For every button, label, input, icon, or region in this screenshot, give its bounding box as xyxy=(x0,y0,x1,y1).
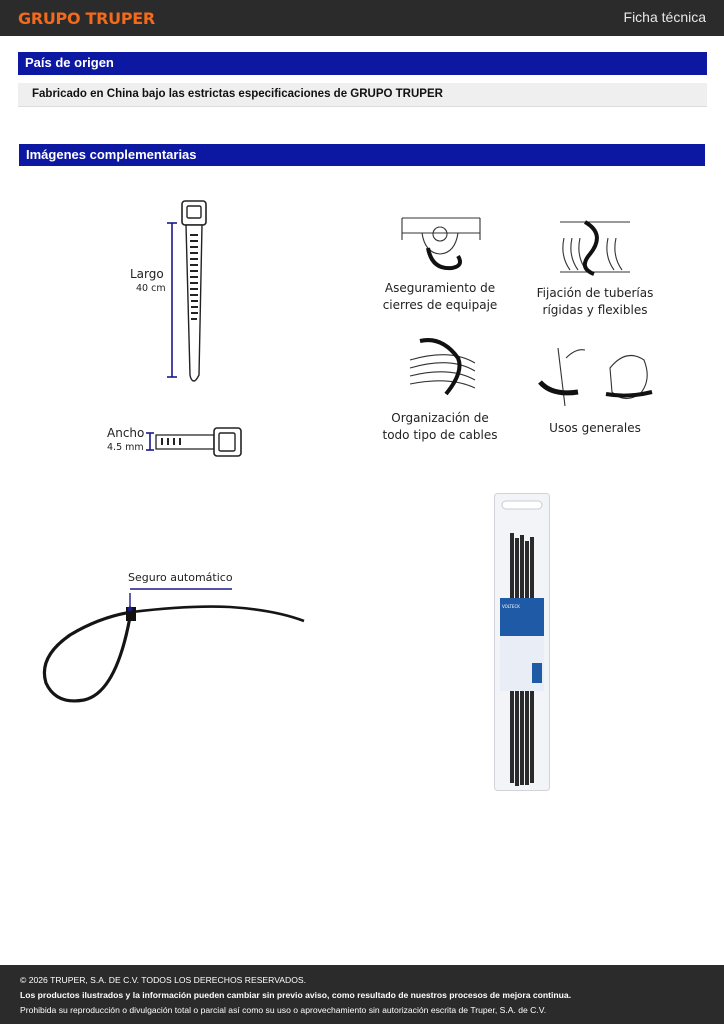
width-value: 4.5 mm xyxy=(107,442,144,453)
top-bar xyxy=(0,0,724,36)
footer-prohibition: Prohibida su reproducción o divulgación total o parcial así como su uso o aprovechamiento sin autorización escrita de Truper, S.A. de C.V. xyxy=(20,1005,547,1015)
use-pipes-label xyxy=(532,285,658,319)
lock-label: Seguro automático xyxy=(128,571,233,584)
document-title: Ficha técnica xyxy=(623,9,706,25)
origin-section-heading: País de origen xyxy=(18,52,707,75)
use-pipes-line1: Fijación de tuberías xyxy=(536,286,654,300)
use-cables-label xyxy=(380,410,500,444)
length-label: Largo xyxy=(130,267,164,281)
length-value: 40 cm xyxy=(136,283,166,294)
brand-logo: GRUPO TRUPER xyxy=(18,9,155,28)
use-luggage-line2: cierres de equipaje xyxy=(382,298,498,312)
use-luggage-line1: Aseguramiento de xyxy=(384,281,496,295)
cable-organizing-icon xyxy=(410,340,475,394)
pipe-fastening-icon xyxy=(560,222,630,274)
package-brand: VOLTECK xyxy=(502,604,520,609)
luggage-closure-icon xyxy=(402,218,480,268)
footer xyxy=(0,965,724,1024)
loop-figure xyxy=(40,565,310,715)
use-general-label: Usos generales xyxy=(549,421,641,435)
use-cables-line1: Organización de xyxy=(391,411,489,425)
use-cables-line2: todo tipo de cables xyxy=(382,428,498,442)
width-label: Ancho xyxy=(107,426,145,440)
looped-cable-tie-drawing xyxy=(40,565,310,715)
product-package xyxy=(494,493,550,791)
use-pipes-line2: rígidas y flexibles xyxy=(542,303,648,317)
dimension-figure xyxy=(100,195,270,465)
footer-copyright: © 2026 TRUPER, S.A. DE C.V. TODOS LOS DERECHOS RESERVADOS. xyxy=(20,975,307,985)
general-use-icon xyxy=(540,348,652,406)
package-photo xyxy=(494,493,550,791)
use-luggage-label xyxy=(380,280,500,314)
uses-figure xyxy=(380,208,680,453)
footer-notice: Los productos ilustrados y la información pueden cambiar sin previo aviso, como resultado de nuestros procesos de mejora continua. xyxy=(20,990,572,1000)
cable-tie-length-drawing xyxy=(100,195,270,465)
images-section-heading: Imágenes complementarias xyxy=(19,144,705,166)
origin-text: Fabricado en China bajo las estrictas especificaciones de GRUPO TRUPER xyxy=(18,83,707,107)
